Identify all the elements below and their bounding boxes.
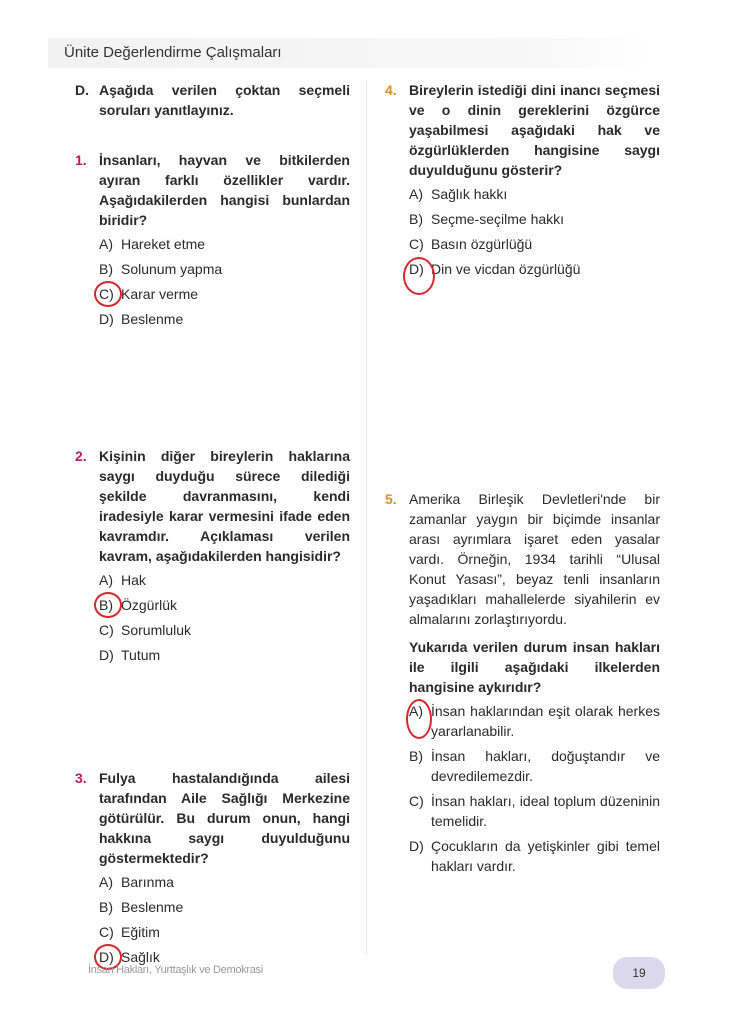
question-text: İnsanları, hayvan ve bitkilerden ayıran farklı özellikler vardır. Aşağıdakilerden hangisi bunlardan biridir? bbox=[99, 152, 350, 228]
page-number-badge: 19 bbox=[613, 957, 665, 989]
question-prompt: Yukarıda verilen durum insan hakları ile ilgili aşağıdaki ilkelerden hangisine aykırıdır? bbox=[409, 639, 660, 695]
option-d[interactable] bbox=[409, 836, 660, 876]
option-b[interactable] bbox=[409, 746, 660, 786]
option-text: Din ve vicdan özgürlüğü bbox=[431, 261, 581, 277]
answer-mark-circle bbox=[403, 257, 435, 295]
option-letter: C) bbox=[409, 236, 424, 252]
option-letter: A) bbox=[99, 236, 113, 252]
footer-book-title: İnsan Hakları, Yurttaşlık ve Demokrasi bbox=[88, 964, 263, 976]
question-number: 4. bbox=[385, 82, 397, 98]
option-letter: B) bbox=[99, 597, 113, 613]
option-c[interactable] bbox=[99, 620, 350, 640]
question-4 bbox=[385, 80, 660, 284]
column-divider bbox=[366, 80, 367, 955]
options-list bbox=[99, 570, 350, 665]
option-b[interactable] bbox=[99, 595, 350, 615]
option-c[interactable] bbox=[99, 284, 350, 304]
option-letter: A) bbox=[99, 572, 113, 588]
option-text: Barınma bbox=[121, 874, 174, 890]
option-text: Çocukların da yetişkinler gibi temel hakları vardır. bbox=[431, 838, 660, 874]
question-2 bbox=[75, 446, 350, 670]
answer-mark-circle bbox=[406, 699, 432, 739]
question-number: 1. bbox=[75, 152, 87, 168]
option-text: Sorumluluk bbox=[121, 622, 192, 638]
option-text: Beslenme bbox=[121, 899, 184, 915]
option-letter: B) bbox=[99, 261, 113, 277]
option-text: Beslenme bbox=[121, 311, 184, 327]
option-letter: B) bbox=[409, 211, 423, 227]
option-text: Hareket etme bbox=[121, 236, 206, 252]
option-text: Karar verme bbox=[121, 286, 199, 302]
question-text: Bireylerin istediği dini inancı seçmesi ve o dinin gereklerini özgürce yaşabilmesi aşağıdaki hak ve özgürlüklerden hangisine saygı duyulduğunu gösterir? bbox=[409, 82, 660, 178]
option-a[interactable] bbox=[409, 184, 660, 204]
section-instruction bbox=[75, 80, 350, 120]
option-letter: D) bbox=[409, 261, 424, 277]
options-list bbox=[409, 184, 660, 279]
option-a[interactable] bbox=[99, 872, 350, 892]
option-c[interactable] bbox=[99, 922, 350, 942]
options-list bbox=[409, 701, 660, 876]
option-letter: D) bbox=[99, 949, 114, 965]
option-text: İnsan hakları, doğuştandır ve devredilemezdir. bbox=[431, 748, 660, 784]
option-text: Özgürlük bbox=[121, 597, 178, 613]
answer-mark-circle bbox=[94, 281, 122, 307]
question-number: 2. bbox=[75, 448, 87, 464]
question-text: Fulya hastalandığında ailesi tarafından Aile Sağlığı Merkezine götürülür. Bu durum onun, hangi hakkına saygı duyulduğunu göstermektedir? bbox=[99, 770, 350, 866]
question-number: 3. bbox=[75, 770, 87, 786]
option-letter: A) bbox=[99, 874, 113, 890]
option-text: İnsan haklarından eşit olarak herkes yararlanabilir. bbox=[431, 703, 660, 739]
option-letter: C) bbox=[99, 286, 114, 302]
question-text: Kişinin diğer bireylerin haklarına saygı duyduğu sürece dilediği şekilde davranmasını, kendi iradesiyle karar vermesini ifade eden kavramdır. Açıklaması verilen kavram, aşağıdakilerden hangisidir? bbox=[99, 448, 350, 564]
question-5 bbox=[385, 489, 660, 881]
option-text: Hak bbox=[121, 572, 146, 588]
option-text: Solunum yapma bbox=[121, 261, 223, 277]
instruction-text: Aşağıda verilen çoktan seçmeli soruları yanıtlayınız. bbox=[99, 82, 350, 118]
option-b[interactable] bbox=[409, 209, 660, 229]
header-title: Ünite Değerlendirme Çalışmaları bbox=[64, 44, 282, 61]
option-text: Tutum bbox=[121, 647, 161, 663]
option-c[interactable] bbox=[409, 791, 660, 831]
option-d[interactable] bbox=[99, 309, 350, 329]
option-letter: B) bbox=[99, 899, 113, 915]
option-letter: B) bbox=[409, 748, 423, 764]
options-list bbox=[99, 872, 350, 967]
option-letter: A) bbox=[409, 703, 423, 719]
question-text: Amerika Birleşik Devletleri'nde bir zamanlar yaygın bir biçimde insanlar arası ayrımlara işaret eden yasalar vardı. Örneğin, 1934 tarihli “Ulusal Konut Yasası”, beyaz tenli insanların yaşadıkları mahallelerde siyahilerin ev almalarını zorlaştırıyordu. bbox=[409, 491, 660, 627]
option-text: Sağlık hakkı bbox=[431, 186, 508, 202]
option-b[interactable] bbox=[99, 259, 350, 279]
option-text: Sağlık bbox=[121, 949, 160, 965]
question-1 bbox=[75, 150, 350, 334]
question-3 bbox=[75, 768, 350, 972]
option-a[interactable] bbox=[99, 570, 350, 590]
option-b[interactable] bbox=[99, 897, 350, 917]
option-letter: D) bbox=[99, 647, 114, 663]
option-a[interactable] bbox=[409, 701, 660, 741]
option-d[interactable] bbox=[99, 645, 350, 665]
option-letter: C) bbox=[409, 793, 424, 809]
option-text: Seçme-seçilme hakkı bbox=[431, 211, 565, 227]
question-number: 5. bbox=[385, 491, 397, 507]
option-letter: D) bbox=[409, 838, 424, 854]
option-text: İnsan hakları, ideal toplum düzeninin temelidir. bbox=[431, 793, 660, 829]
answer-mark-circle bbox=[94, 592, 122, 618]
section-label: D. bbox=[75, 82, 89, 98]
page-header bbox=[48, 38, 648, 68]
option-text: Eğitim bbox=[121, 924, 160, 940]
option-letter: C) bbox=[99, 622, 114, 638]
option-c[interactable] bbox=[409, 234, 660, 254]
options-list bbox=[99, 234, 350, 329]
option-a[interactable] bbox=[99, 234, 350, 254]
option-letter: A) bbox=[409, 186, 423, 202]
option-letter: C) bbox=[99, 924, 114, 940]
option-text: Basın özgürlüğü bbox=[431, 236, 533, 252]
option-d[interactable] bbox=[409, 259, 660, 279]
option-letter: D) bbox=[99, 311, 114, 327]
